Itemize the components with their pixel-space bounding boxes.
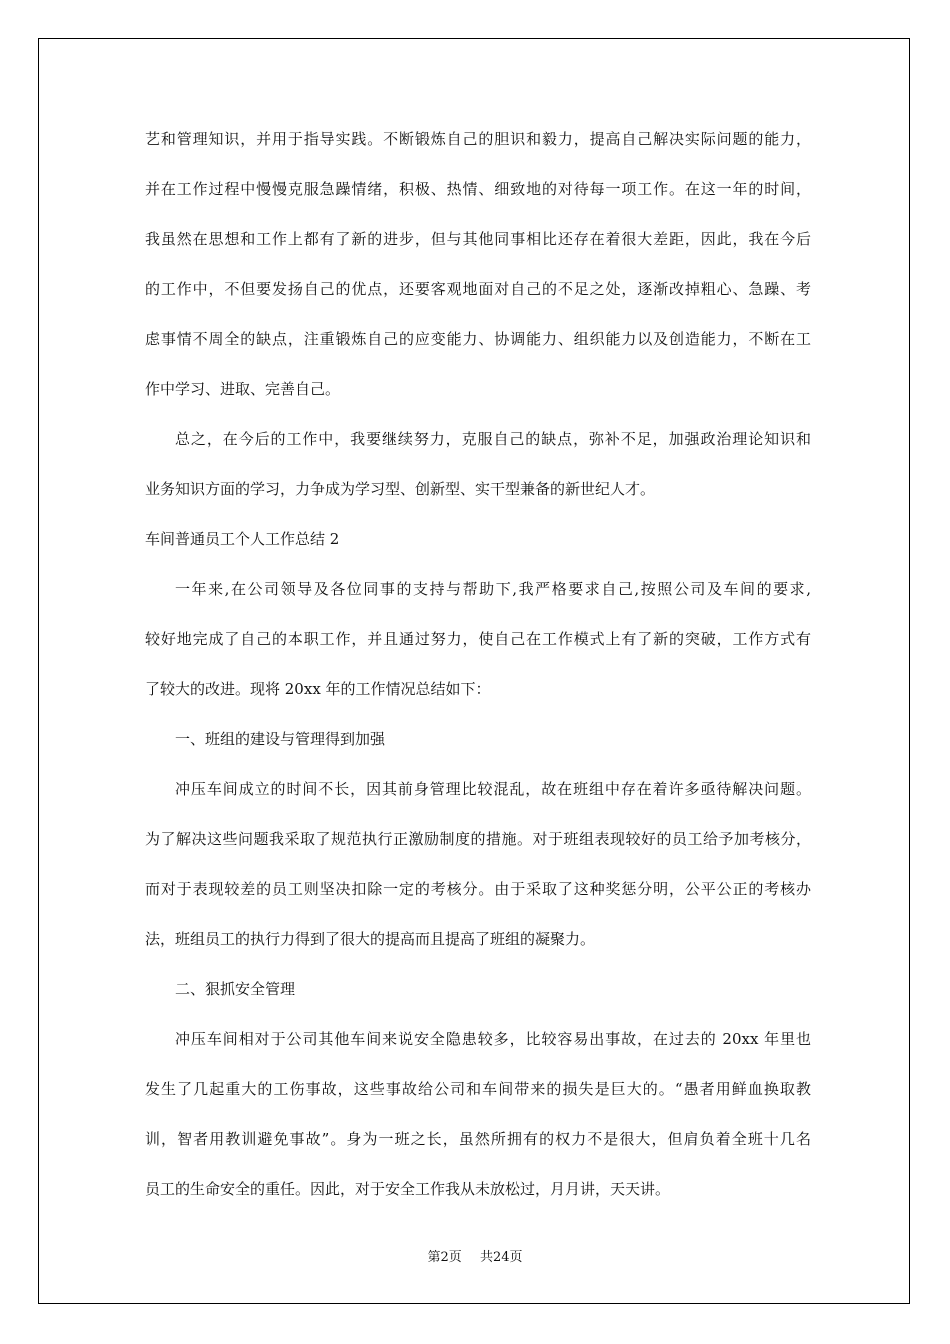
text-line: 员工的生命安全的重任。因此，对于安全工作我从未放松过，月月讲，天天讲。: [145, 1180, 671, 1198]
page-footer: [0, 1246, 950, 1265]
text-line: 的工作中，不但要发扬自己的优点，还要客观地面对自己的不足之处，逐渐改掉粗心、急躁、考: [145, 280, 811, 298]
text-line: 业务知识方面的学习，力争成为学习型、创新型、实干型兼备的新世纪人才。: [145, 480, 656, 498]
text-line: 二、狠抓安全管理: [175, 980, 296, 998]
text-line: 发生了几起重大的工伤事故，这些事故给公司和车间带来的损失是巨大的。“愚者用鲜血换取教: [145, 1080, 811, 1098]
paragraph: [145, 764, 811, 964]
text-line: 我虽然在思想和工作上都有了新的进步，但与其他同事相比还存在着很大差距，因此，我在今后: [145, 230, 811, 248]
paragraph: [145, 114, 811, 414]
text-line: 法，班组员工的执行力得到了很大的提高而且提高了班组的凝聚力。: [145, 930, 596, 948]
text-line: 艺和管理知识，并用于指导实践。不断锻炼自己的胆识和毅力，提高自己解决实际问题的能力，: [145, 130, 811, 148]
text-line: 为了解决这些问题我采取了规范执行正激励制度的措施。对于班组表现较好的员工给予加考核分，: [145, 830, 811, 848]
text-line: 总之，在今后的工作中，我要继续努力，克服自己的缺点，弥补不足，加强政治理论知识和: [175, 430, 811, 448]
document-body: [145, 114, 811, 1214]
text-line: 了较大的改进。现将 20xx 年的工作情况总结如下：: [145, 680, 491, 698]
text-line: 虑事情不周全的缺点，注重锻炼自己的应变能力、协调能力、组织能力以及创造能力，不断在工: [145, 330, 811, 348]
paragraph: [145, 1014, 811, 1214]
text-line: 而对于表现较差的员工则坚决扣除一定的考核分。由于采取了这种奖惩分明，公平公正的考核办: [145, 880, 811, 898]
page-number: 第2页: [427, 1250, 462, 1265]
text-line: 一年来,在公司领导及各位同事的支持与帮助下,我严格要求自己,按照公司及车间的要求,: [175, 580, 811, 598]
text-line: 作中学习、进取、完善自己。: [145, 380, 341, 398]
paragraph: [145, 514, 811, 564]
text-line: 较好地完成了自己的本职工作，并且通过努力，使自己在工作模式上有了新的突破，工作方式有: [145, 630, 811, 648]
paragraph: [145, 414, 811, 514]
text-line: 车间普通员工个人工作总结 2: [145, 530, 340, 548]
paragraph: [145, 964, 811, 1014]
paragraph: [145, 564, 811, 714]
text-line: 并在工作过程中慢慢克服急躁情绪，积极、热情、细致地的对待每一项工作。在这一年的时间，: [145, 180, 811, 198]
page-total: 共24页: [479, 1250, 523, 1265]
text-line: 一、班组的建设与管理得到加强: [175, 730, 386, 748]
text-line: 冲压车间相对于公司其他车间来说安全隐患较多，比较容易出事故，在过去的 20xx 年里也: [175, 1030, 811, 1048]
text-line: 冲压车间成立的时间不长，因其前身管理比较混乱，故在班组中存在着许多亟待解决问题。: [175, 780, 811, 798]
paragraph: [145, 714, 811, 764]
text-line: 训，智者用教训避免事故”。身为一班之长，虽然所拥有的权力不是很大，但肩负着全班十几名: [145, 1130, 811, 1148]
